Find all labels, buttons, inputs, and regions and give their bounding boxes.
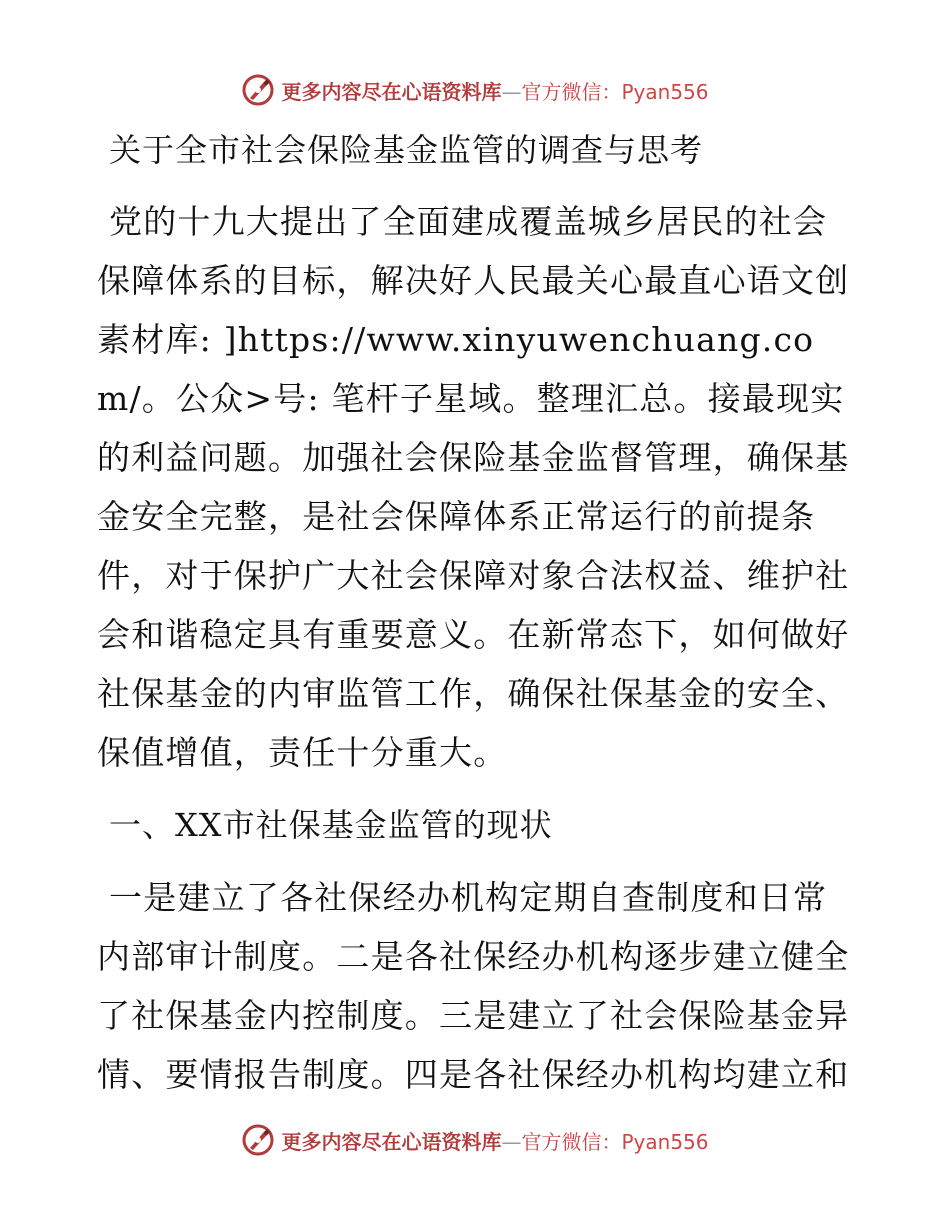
document-body — [97, 122, 857, 1104]
document-title: 关于全市社会保险基金监管的调查与思考 — [109, 131, 704, 169]
footer-watermark-banner — [0, 1122, 950, 1158]
pen-logo-icon — [241, 1123, 275, 1157]
header-watermark-banner — [0, 72, 950, 108]
paragraph-intro: 党的十九大提出了全面建成覆盖城乡居民的社会保障体系的目标，解决好人民最关心最直心语文创素材库: ]https://www.xinyuwenchuang.com/。公众>号: 笔杆子星域。整理汇总。接最现实的利益问题。加强社会保险基金监督管理，确保基金安全完整，是社会保障体系正常运行的前提条件，对于保护广大社会保障对象合法权益、维护社会和谐稳定具有重要意义。在新常态下，如何做好社保基金的内审监管工作，确保社保基金的安全、保值增值，责任十分重大。 — [97, 202, 850, 772]
watermark-text: 更多内容尽在心语资料库—官方微信：Pyan556 — [281, 1129, 709, 1154]
pen-logo-icon — [241, 73, 275, 107]
section-heading: 一、XX市社保基金监管的现状 — [109, 806, 553, 844]
watermark-text: 更多内容尽在心语资料库—官方微信：Pyan556 — [281, 79, 709, 104]
paragraph-status: 一是建立了各社保经办机构定期自查制度和日常内部审计制度。二是各社保经办机构逐步建立健全了社保基金内控制度。三是建立了社会保险基金异情、要情报告制度。四是各社保经办机构均建立和 — [97, 878, 850, 1094]
